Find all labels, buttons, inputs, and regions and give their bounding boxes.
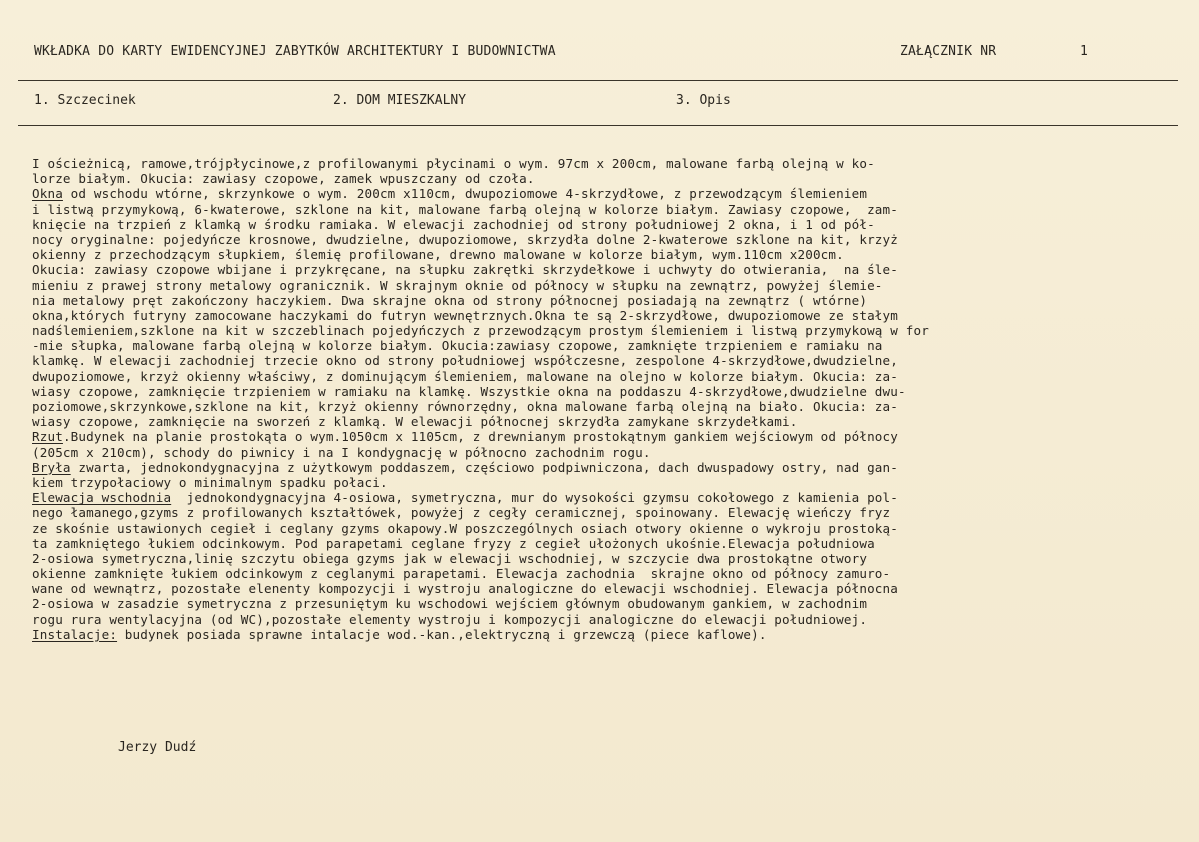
body-line: i listwą przymykową, 6-kwaterowe, szklone na kit, malowane farbą olejną w kolorze białym. Zawiasy czopowe, zam- bbox=[32, 201, 898, 217]
body-line: klamkę. W elewacji zachodniej trzecie okno od strony południowej współczesne, zespolone 4-skrzydłowe,dwudzielne, bbox=[32, 353, 898, 369]
body-line: Instalacje: budynek posiada sprawne intalacje wod.-kan.,elektryczną i grzewczą (piece kaflowe). bbox=[32, 626, 767, 642]
body-line: okna,których futryny zamocowane haczykami do futryn wewnętrznych.Okna te są 2-skrzydłowe, dwupoziomowe ze stałym bbox=[32, 307, 898, 323]
body-line: 2-osiowa w zasadzie symetryczna z przesuniętym ku wschodowi wejściem głównym obudowanym gankiem, w zachodnim bbox=[32, 596, 868, 612]
body-line: Okna od wschodu wtórne, skrzynkowe o wym. 200cm x110cm, dwupoziomowe 4-skrzydłowe, z przewodzącym ślemieniem bbox=[32, 186, 868, 202]
body-line: dwupoziomowe, krzyż okienny właściwy, z dominującym ślemieniem, malowane na olejno w kolorze białym. Okucia: za- bbox=[32, 368, 898, 384]
field-object: 2. DOM MIESZKALNY bbox=[333, 93, 467, 108]
body-line: ze skośnie ustawionych cegieł i ceglany gzyms okapowy.W poszczególnych osiach otwory okienne o wykroju prostoką- bbox=[32, 520, 898, 536]
fields-rule bbox=[18, 125, 1178, 126]
body-line: I ościeżnicą, ramowe,trójpłycinowe,z profilowanymi płycinami o wym. 97cm x 200cm, malowane farbą olejną w ko- bbox=[32, 156, 875, 171]
body-line: 2-osiowa symetryczna,linię szczytu obiega gzyms jak w elewacji wschodniej, w szczycie dwa prostokątne otwory bbox=[32, 550, 868, 566]
body-line: poziomowe,skrzynkowe,szklone na kit, krzyż okienny równorzędny, okna malowane farbą olejną na biało. Okucia: za- bbox=[32, 399, 898, 414]
body-line: rogu rura wentylacyjna (od WC),pozostałe elementy wystroju i kompozycji analogiczne do elewacji południowej. bbox=[32, 611, 868, 627]
body-line: Bryła zwarta, jednokondygnacyjna z użytkowym poddaszem, częściowo podpiwniczona, dach dwuspadowy ostry, nad gan- bbox=[32, 459, 899, 475]
body-line: wiasy czopowe, zamknięcie trzpieniem w ramiaku na klamkę. Wszystkie okna na poddaszu 4-skrzydłowe,dwudzielne dwu- bbox=[32, 383, 906, 399]
annex-label: ZAŁĄCZNIK NR bbox=[900, 44, 997, 59]
field-section: 3. Opis bbox=[676, 93, 731, 108]
body-line: ta zamkniętego łukiem odcinkowym. Pod parapetami ceglane fryzy z cegieł ułożonych ukośnie.Elewacja południowa bbox=[32, 535, 875, 551]
signature: Jerzy Dudź bbox=[118, 740, 197, 755]
body-line: nocy oryginalne: pojedyńcze krosnowe, dwudzielne, dwupoziomowe, skrzydła dolne 2-kwaterowe szklone na kit, krzyż bbox=[32, 231, 898, 247]
body-line: -mie słupka, malowane farbą olejną w kolorze białym. Okucia:zawiasy czopowe, zamknięte trzpieniem e ramiaku na bbox=[32, 338, 883, 354]
annex-number: 1 bbox=[1080, 44, 1089, 59]
body-line: wane od wewnątrz, pozostałe elenenty kompozycji i wystroju analogiczne do elewacji wschodniej. Elewacja północna bbox=[32, 581, 898, 597]
description-body bbox=[32, 156, 1192, 642]
body-line: Okucia: zawiasy czopowe wbijane i przykręcane, na słupku zakrętki skrzydełkowe i uchwyty do otwierania, na śle- bbox=[32, 262, 898, 278]
body-line: kiem trzypołaciowy o minimalnym spadku połaci. bbox=[32, 474, 388, 490]
body-line: okienne zamknięte łukiem odcinkowym z ceglanymi parapetami. Elewacja zachodnia skrajne okno od północy zamuro- bbox=[32, 566, 891, 582]
body-line: lorze białym. Okucia: zawiasy czopowe, zamek wpuszczany od czoła. bbox=[32, 171, 535, 187]
body-line: nia metalowy pręt zakończony haczykiem. Dwa skrajne okna od strony północnej posiadają na zewnątrz ( wtórne) bbox=[32, 292, 868, 308]
body-line: (205cm x 210cm), schody do piwnicy i na I kondygnację w północno zachodnim rogu. bbox=[32, 444, 651, 460]
body-line: wiasy czopowe, zamknięcie na sworzeń z klamką. W elewacji północnej skrzydła zamykane skrzydełkami. bbox=[32, 414, 798, 430]
header-rule bbox=[18, 80, 1178, 81]
body-line: nadślemieniem,szklone na kit w szczeblinach pojedyńczych z przewodzącym prostym ślemieniem i listwą przymykową w for bbox=[32, 323, 929, 339]
body-line: nego łamanego,gzyms z profilowanych kształtówek, powyżej z cegły ceramicznej, spoinowany. Elewację wieńczy fryz bbox=[32, 505, 891, 521]
field-locality: 1. Szczecinek bbox=[34, 93, 136, 108]
body-line: mieniu z prawej strony metalowy ogranicznik. W skrajnym oknie od północy w słupku na zewnątrz, powyżej ślemie- bbox=[32, 277, 883, 293]
body-line: Elewacja wschodnia jednokondygnacyjna 4-osiowa, symetryczna, mur do wysokości gzymsu cokołowego z kamienia pol- bbox=[32, 490, 899, 506]
body-line: knięcie na trzpień z klamką w środku ramiaka. W elewacji zachodniej od strony południowej 2 okna, i 1 od pół- bbox=[32, 216, 875, 232]
body-line: Rzut.Budynek na planie prostokąta o wym.1050cm x 1105cm, z drewnianym prostokątnym gankiem wejściowym od północy bbox=[32, 429, 899, 445]
form-title: WKŁADKA DO KARTY EWIDENCYJNEJ ZABYTKÓW ARCHITEKTURY I BUDOWNICTWA bbox=[34, 44, 556, 59]
body-line: okienny z przechodzącym słupkiem, ślemię profilowane, drewno malowane w kolorze białym, wym.110cm x200cm. bbox=[32, 247, 844, 263]
